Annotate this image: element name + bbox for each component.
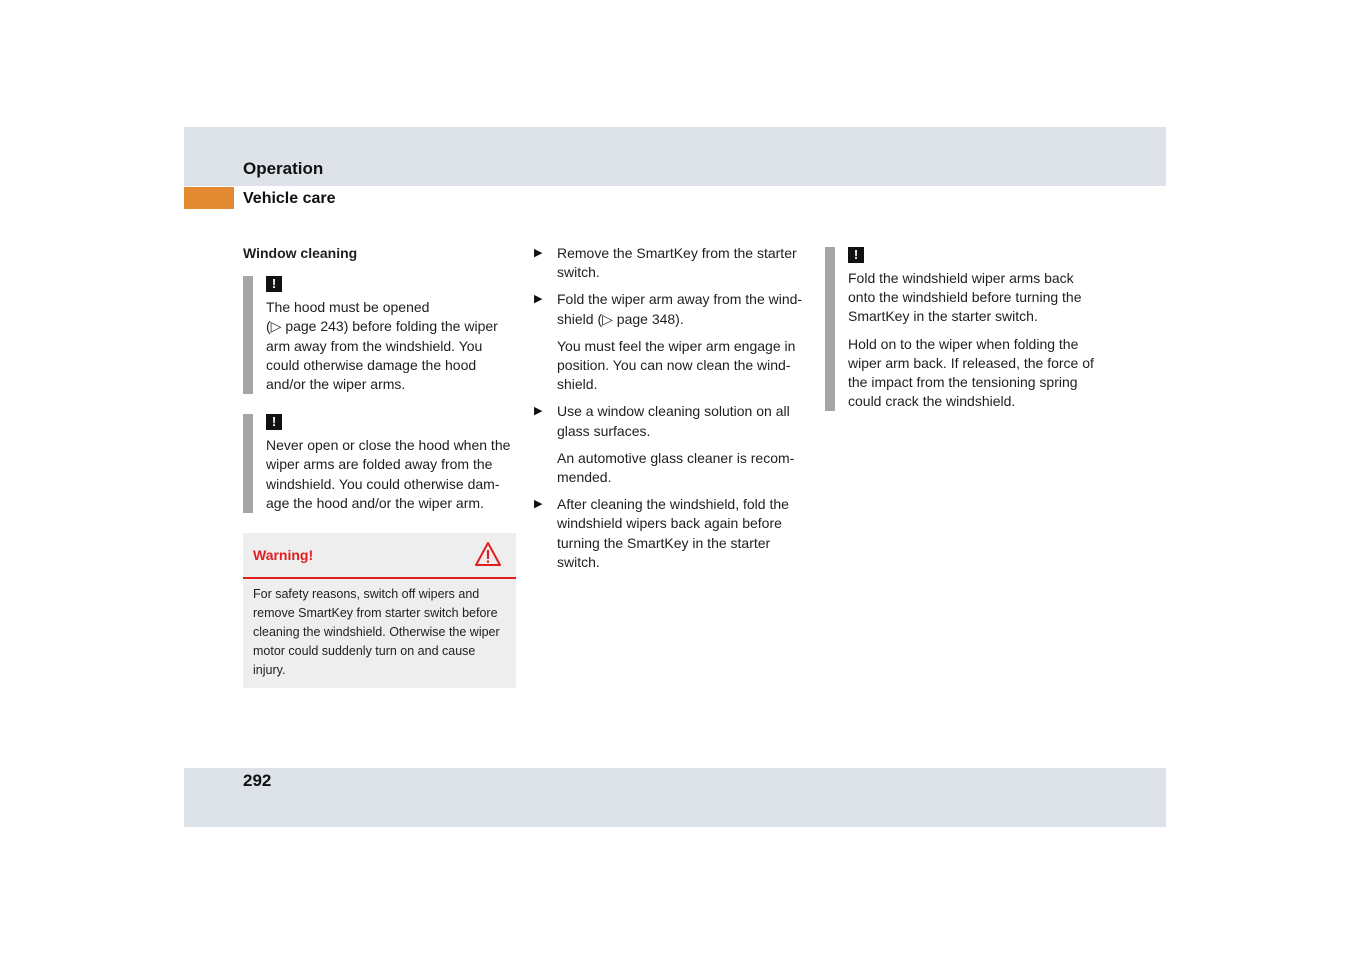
warning-label: Warning! [253,547,314,564]
column-middle [532,244,812,580]
chapter-title: Operation [243,159,324,178]
step-text: Use a window cleaning solution on all glass surfaces. [557,403,790,439]
warning-header [243,533,516,579]
notice-text-line: The hood must be opened [266,299,430,316]
column-right [825,247,1103,431]
notice-hood-open [243,276,518,394]
step-text: After cleaning the windshield, fold the windshield wipers back again before turning the SmartKey in the starter switch. [557,496,789,570]
exclamation-icon: ! [266,414,282,430]
step-text: Fold the wiper arm away from the wind-shield (▷ page 348). [557,291,803,327]
section-subtitle: Vehicle care [243,190,336,207]
step-note: You must feel the wiper arm engage in position. You can now clean the wind-shield. [557,337,796,393]
warning-box [243,533,516,688]
notice-hood-close [243,414,518,513]
page-number: 292 [243,771,272,790]
warning-text: For safety reasons, switch off wipers and remove SmartKey from starter switch before cleaning the windshield. Otherwise the wiper motor could suddenly turn on and cause injury. [253,587,500,678]
notice-text: Never open or close the hood when the wiper arms are folded away from the windshield. You could otherwise dam-age the hood and/or the wiper arm. [266,437,511,511]
notice-text: Fold the windshield wiper arms back onto the windshield before turning the SmartKey in the starter switch. [848,270,1082,325]
step-text: Remove the SmartKey from the starter switch. [557,245,797,281]
notice-text: Hold on to the wiper when folding the wiper arm back. If released, the force of the impact from the tensioning spring could crack the windshield. [848,335,1094,410]
step-item [532,290,812,328]
step-item [532,495,812,572]
notice-text: (▷ page 243) before folding the wiper arm away from the windshield. You could otherwise damage the hood and/or the wiper arms. [266,318,498,393]
notice-bar [243,276,253,394]
section-heading: Window cleaning [243,245,358,261]
warning-triangle-icon [474,541,502,567]
notice-wiper-fold [825,247,1103,411]
notice-bar [243,414,253,513]
step-item [532,402,812,440]
column-left [243,244,518,688]
notice-bar [825,247,835,411]
exclamation-icon: ! [266,276,282,292]
step-item [532,244,812,282]
header-band [184,127,1166,186]
step-note: An automotive glass cleaner is recom-mended. [557,449,795,486]
section-tab-marker [184,187,234,209]
bullet-arrow-icon: ▶ [534,498,543,511]
exclamation-icon: ! [848,247,864,263]
bullet-arrow-icon: ▶ [534,293,543,306]
bullet-arrow-icon: ▶ [534,247,543,259]
footer-band [184,768,1166,827]
bullet-arrow-icon: ▶ [534,405,543,418]
